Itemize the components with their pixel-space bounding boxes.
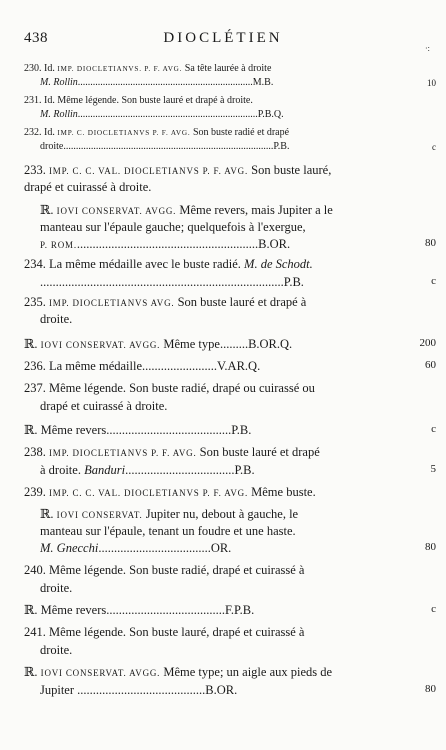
rarity-value: c bbox=[431, 275, 436, 287]
text-segment: ..............................................................................P.B. bbox=[40, 275, 304, 289]
text-segment: ........................................................................P.B.Q. bbox=[77, 109, 284, 120]
text-line bbox=[40, 462, 430, 479]
text-line bbox=[40, 506, 430, 524]
text-segment: ℝ. bbox=[24, 337, 41, 351]
text-line bbox=[24, 358, 430, 375]
text-segment: 233. bbox=[24, 163, 49, 177]
legend-text: IOVI CONSERVAT. bbox=[56, 510, 143, 520]
page-number: 438 bbox=[24, 30, 48, 46]
text-line bbox=[40, 202, 430, 220]
text-segment: ....................................OR. bbox=[98, 541, 232, 555]
text-line bbox=[40, 108, 430, 122]
rarity-value: c bbox=[432, 142, 436, 152]
text-segment: Jupiter .........................................B.OR. bbox=[40, 683, 238, 697]
text-segment: 236. La même médaille........................V.AR.Q. bbox=[24, 359, 261, 373]
text-segment: Même buste. bbox=[248, 485, 316, 499]
text-line bbox=[40, 682, 430, 699]
text-segment: 230. Id. bbox=[24, 63, 58, 74]
text-segment: Même type.........B.OR.Q. bbox=[160, 337, 293, 351]
rarity-value: 5 bbox=[430, 463, 436, 475]
text-segment: droite....................................................................................P.B. bbox=[40, 141, 290, 152]
text-segment: 237. Même légende. Son buste radié, drapé ou cuirassé ou bbox=[24, 381, 315, 395]
text-segment: 232. Id. bbox=[24, 127, 58, 138]
text-line bbox=[24, 126, 430, 140]
rarity-value: 10 bbox=[427, 78, 436, 88]
text-segment: droite. bbox=[40, 312, 73, 326]
text-segment: 239. bbox=[24, 485, 49, 499]
text-segment: drapé et cuirassé à droite. bbox=[24, 180, 152, 194]
text-segment: 231. Id. Même légende. Son buste lauré et drapé à droite. bbox=[24, 95, 253, 106]
text-line bbox=[40, 219, 430, 236]
text-line bbox=[24, 562, 430, 579]
text-line bbox=[40, 311, 430, 328]
text-line bbox=[40, 236, 430, 254]
text-segment: droite. bbox=[40, 643, 73, 657]
legend-text: IMP. C. C. VAL. DIOCLETIANVS P. F. AVG. bbox=[49, 488, 249, 498]
italic-text: M. Rollin bbox=[40, 77, 78, 88]
text-line bbox=[24, 62, 430, 76]
text-line bbox=[40, 274, 430, 291]
legend-text: IMP. DIOCLETIANVS AVG. bbox=[49, 298, 175, 308]
text-segment: 240. Même légende. Son buste radié, drapé et cuirassé à bbox=[24, 563, 305, 577]
text-line bbox=[40, 76, 430, 90]
text-line bbox=[24, 336, 430, 354]
text-line bbox=[40, 580, 430, 597]
margin-mark: ·: bbox=[425, 44, 430, 53]
page-header bbox=[24, 30, 422, 50]
text-segment: 238. bbox=[24, 445, 49, 459]
text-segment: ℝ. bbox=[40, 507, 57, 521]
text-segment: ..........................................................B.OR. bbox=[76, 237, 291, 251]
legend-text: IMP. DIOCLETIANVS P. F. AVG. bbox=[49, 448, 197, 458]
text-line bbox=[40, 642, 430, 659]
text-segment: ℝ. bbox=[40, 203, 57, 217]
rarity-value: 80 bbox=[425, 683, 436, 695]
text-line bbox=[24, 162, 430, 180]
text-segment: Son buste radié et drapé bbox=[190, 127, 290, 138]
text-line bbox=[40, 398, 430, 415]
text-segment: droite. bbox=[40, 581, 73, 595]
text-segment: à droite. bbox=[40, 463, 85, 477]
text-line bbox=[24, 179, 430, 196]
text-segment: Même revers, mais Jupiter a le bbox=[176, 203, 333, 217]
text-segment: 235. bbox=[24, 295, 49, 309]
text-line bbox=[24, 624, 430, 641]
text-line bbox=[24, 444, 430, 462]
text-line bbox=[24, 602, 430, 619]
text-line bbox=[24, 294, 430, 312]
legend-text: IOVI CONSERVAT. AVGG. bbox=[56, 206, 177, 216]
page-title: DIOCLÉTIEN bbox=[163, 30, 283, 46]
rarity-value: 60 bbox=[425, 359, 436, 371]
italic-text: Banduri bbox=[84, 463, 126, 477]
rarity-value: 200 bbox=[419, 337, 436, 349]
text-segment: Jupiter nu, debout à gauche, le bbox=[142, 507, 299, 521]
legend-text: P. ROM. bbox=[40, 240, 77, 250]
italic-text: M. de Schodt. bbox=[244, 257, 313, 271]
text-segment: 234. La même médaille avec le buste radié. bbox=[24, 257, 245, 271]
text-line bbox=[24, 664, 430, 682]
text-segment: ......................................................................M.B. bbox=[77, 77, 274, 88]
legend-text: IOVI CONSERVAT. AVGG. bbox=[40, 668, 161, 678]
text-segment: Même type; un aigle aux pieds de bbox=[160, 665, 333, 679]
rarity-value: 80 bbox=[425, 237, 436, 249]
text-line bbox=[24, 422, 430, 439]
legend-text: IMP. C. DIOCLETIANVS P. F. AVG. bbox=[57, 129, 191, 137]
italic-text: M. Rollin bbox=[40, 109, 78, 120]
text-segment: ...................................P.B. bbox=[125, 463, 255, 477]
text-line bbox=[24, 256, 430, 273]
text-line bbox=[24, 484, 430, 502]
text-segment: Son buste lauré et drapé à bbox=[174, 295, 307, 309]
text-line bbox=[40, 523, 430, 540]
text-line bbox=[40, 540, 430, 557]
text-segment: Sa tête laurée à droite bbox=[182, 63, 272, 74]
rarity-value: c bbox=[431, 423, 436, 435]
text-segment: ℝ. Même revers......................................F.P.B. bbox=[24, 603, 255, 617]
rarity-value: c bbox=[431, 603, 436, 615]
rarity-value: 80 bbox=[425, 541, 436, 553]
text-segment: Son buste lauré et drapé bbox=[196, 445, 320, 459]
text-line bbox=[24, 380, 430, 397]
legend-text: IOVI CONSERVAT. AVGG. bbox=[40, 340, 161, 350]
text-line bbox=[40, 140, 430, 154]
text-segment: drapé et cuirassé à droite. bbox=[40, 399, 168, 413]
text-segment: ℝ. Même revers........................................P.B. bbox=[24, 423, 252, 437]
text-segment: manteau sur l'épaule gauche; quelquefois à l'exergue, bbox=[40, 220, 306, 234]
italic-text: M. Gnecchi bbox=[40, 541, 99, 555]
text-segment: ℝ. bbox=[24, 665, 41, 679]
legend-text: IMP. C. C. VAL. DIOCLETIANVS P. F. AVG. bbox=[49, 166, 249, 176]
text-segment: Son buste lauré, bbox=[248, 163, 332, 177]
text-segment: 241. Même légende. Son buste lauré, drapé et cuirassé à bbox=[24, 625, 305, 639]
legend-text: IMP. DIOCLETIANVS. P. F. AVG. bbox=[57, 65, 183, 73]
text-segment: manteau sur l'épaule, tenant un foudre et une haste. bbox=[40, 524, 296, 538]
text-line bbox=[24, 94, 430, 108]
